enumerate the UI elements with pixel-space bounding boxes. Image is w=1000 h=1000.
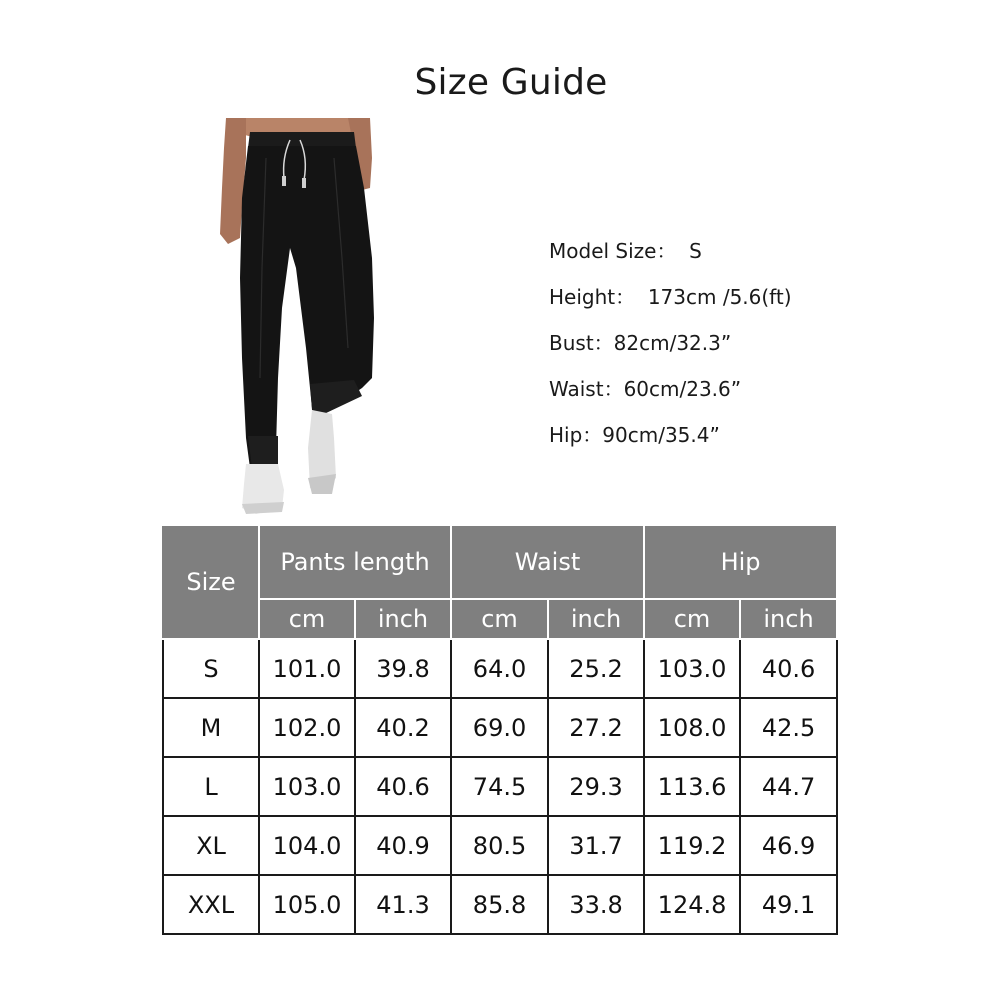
waist-header: Waist [451,525,644,599]
value-cell: 41.3 [355,875,451,934]
value-cell: 85.8 [451,875,548,934]
model-photo [212,118,382,518]
size-column-header: Size [163,525,259,639]
unit-header: cm [644,599,740,639]
size-cell: S [163,639,259,698]
value-cell: 29.3 [548,757,644,816]
table-row [163,816,837,875]
value-cell: 40.9 [355,816,451,875]
table-row [163,757,837,816]
unit-header: inch [740,599,837,639]
table-row [163,639,837,698]
value-cell: 49.1 [740,875,837,934]
value-cell: 101.0 [259,639,355,698]
value-cell: 119.2 [644,816,740,875]
value-cell: 74.5 [451,757,548,816]
pants-length-header: Pants length [259,525,451,599]
value-cell: 25.2 [548,639,644,698]
value-cell: 113.6 [644,757,740,816]
unit-header: inch [355,599,451,639]
value-cell: 102.0 [259,698,355,757]
value-cell: 104.0 [259,816,355,875]
model-info-list [549,228,792,458]
value-cell: 40.2 [355,698,451,757]
table-row [163,875,837,934]
value-cell: 31.7 [548,816,644,875]
value-cell: 103.0 [259,757,355,816]
size-cell: M [163,698,259,757]
value-cell: 39.8 [355,639,451,698]
unit-header: cm [451,599,548,639]
value-cell: 33.8 [548,875,644,934]
size-cell: L [163,757,259,816]
value-cell: 69.0 [451,698,548,757]
value-cell: 40.6 [355,757,451,816]
table-row [163,698,837,757]
size-chart-table [162,524,838,935]
value-cell: 124.8 [644,875,740,934]
value-cell: 46.9 [740,816,837,875]
model-height-text: Height： 173cm /5.6(ft) [549,285,792,309]
model-hip-text: Hip：90cm/35.4” [549,423,720,447]
value-cell: 80.5 [451,816,548,875]
value-cell: 44.7 [740,757,837,816]
unit-header: cm [259,599,355,639]
model-size-text: Model Size： S [549,239,702,263]
model-bust-text: Bust：82cm/32.3” [549,331,732,355]
hip-header: Hip [644,525,837,599]
value-cell: 105.0 [259,875,355,934]
size-cell: XXL [163,875,259,934]
value-cell: 27.2 [548,698,644,757]
model-waist-text: Waist：60cm/23.6” [549,377,742,401]
value-cell: 108.0 [644,698,740,757]
value-cell: 42.5 [740,698,837,757]
value-cell: 64.0 [451,639,548,698]
value-cell: 103.0 [644,639,740,698]
unit-header: inch [548,599,644,639]
page-title: Size Guide [414,62,608,103]
size-cell: XL [163,816,259,875]
value-cell: 40.6 [740,639,837,698]
